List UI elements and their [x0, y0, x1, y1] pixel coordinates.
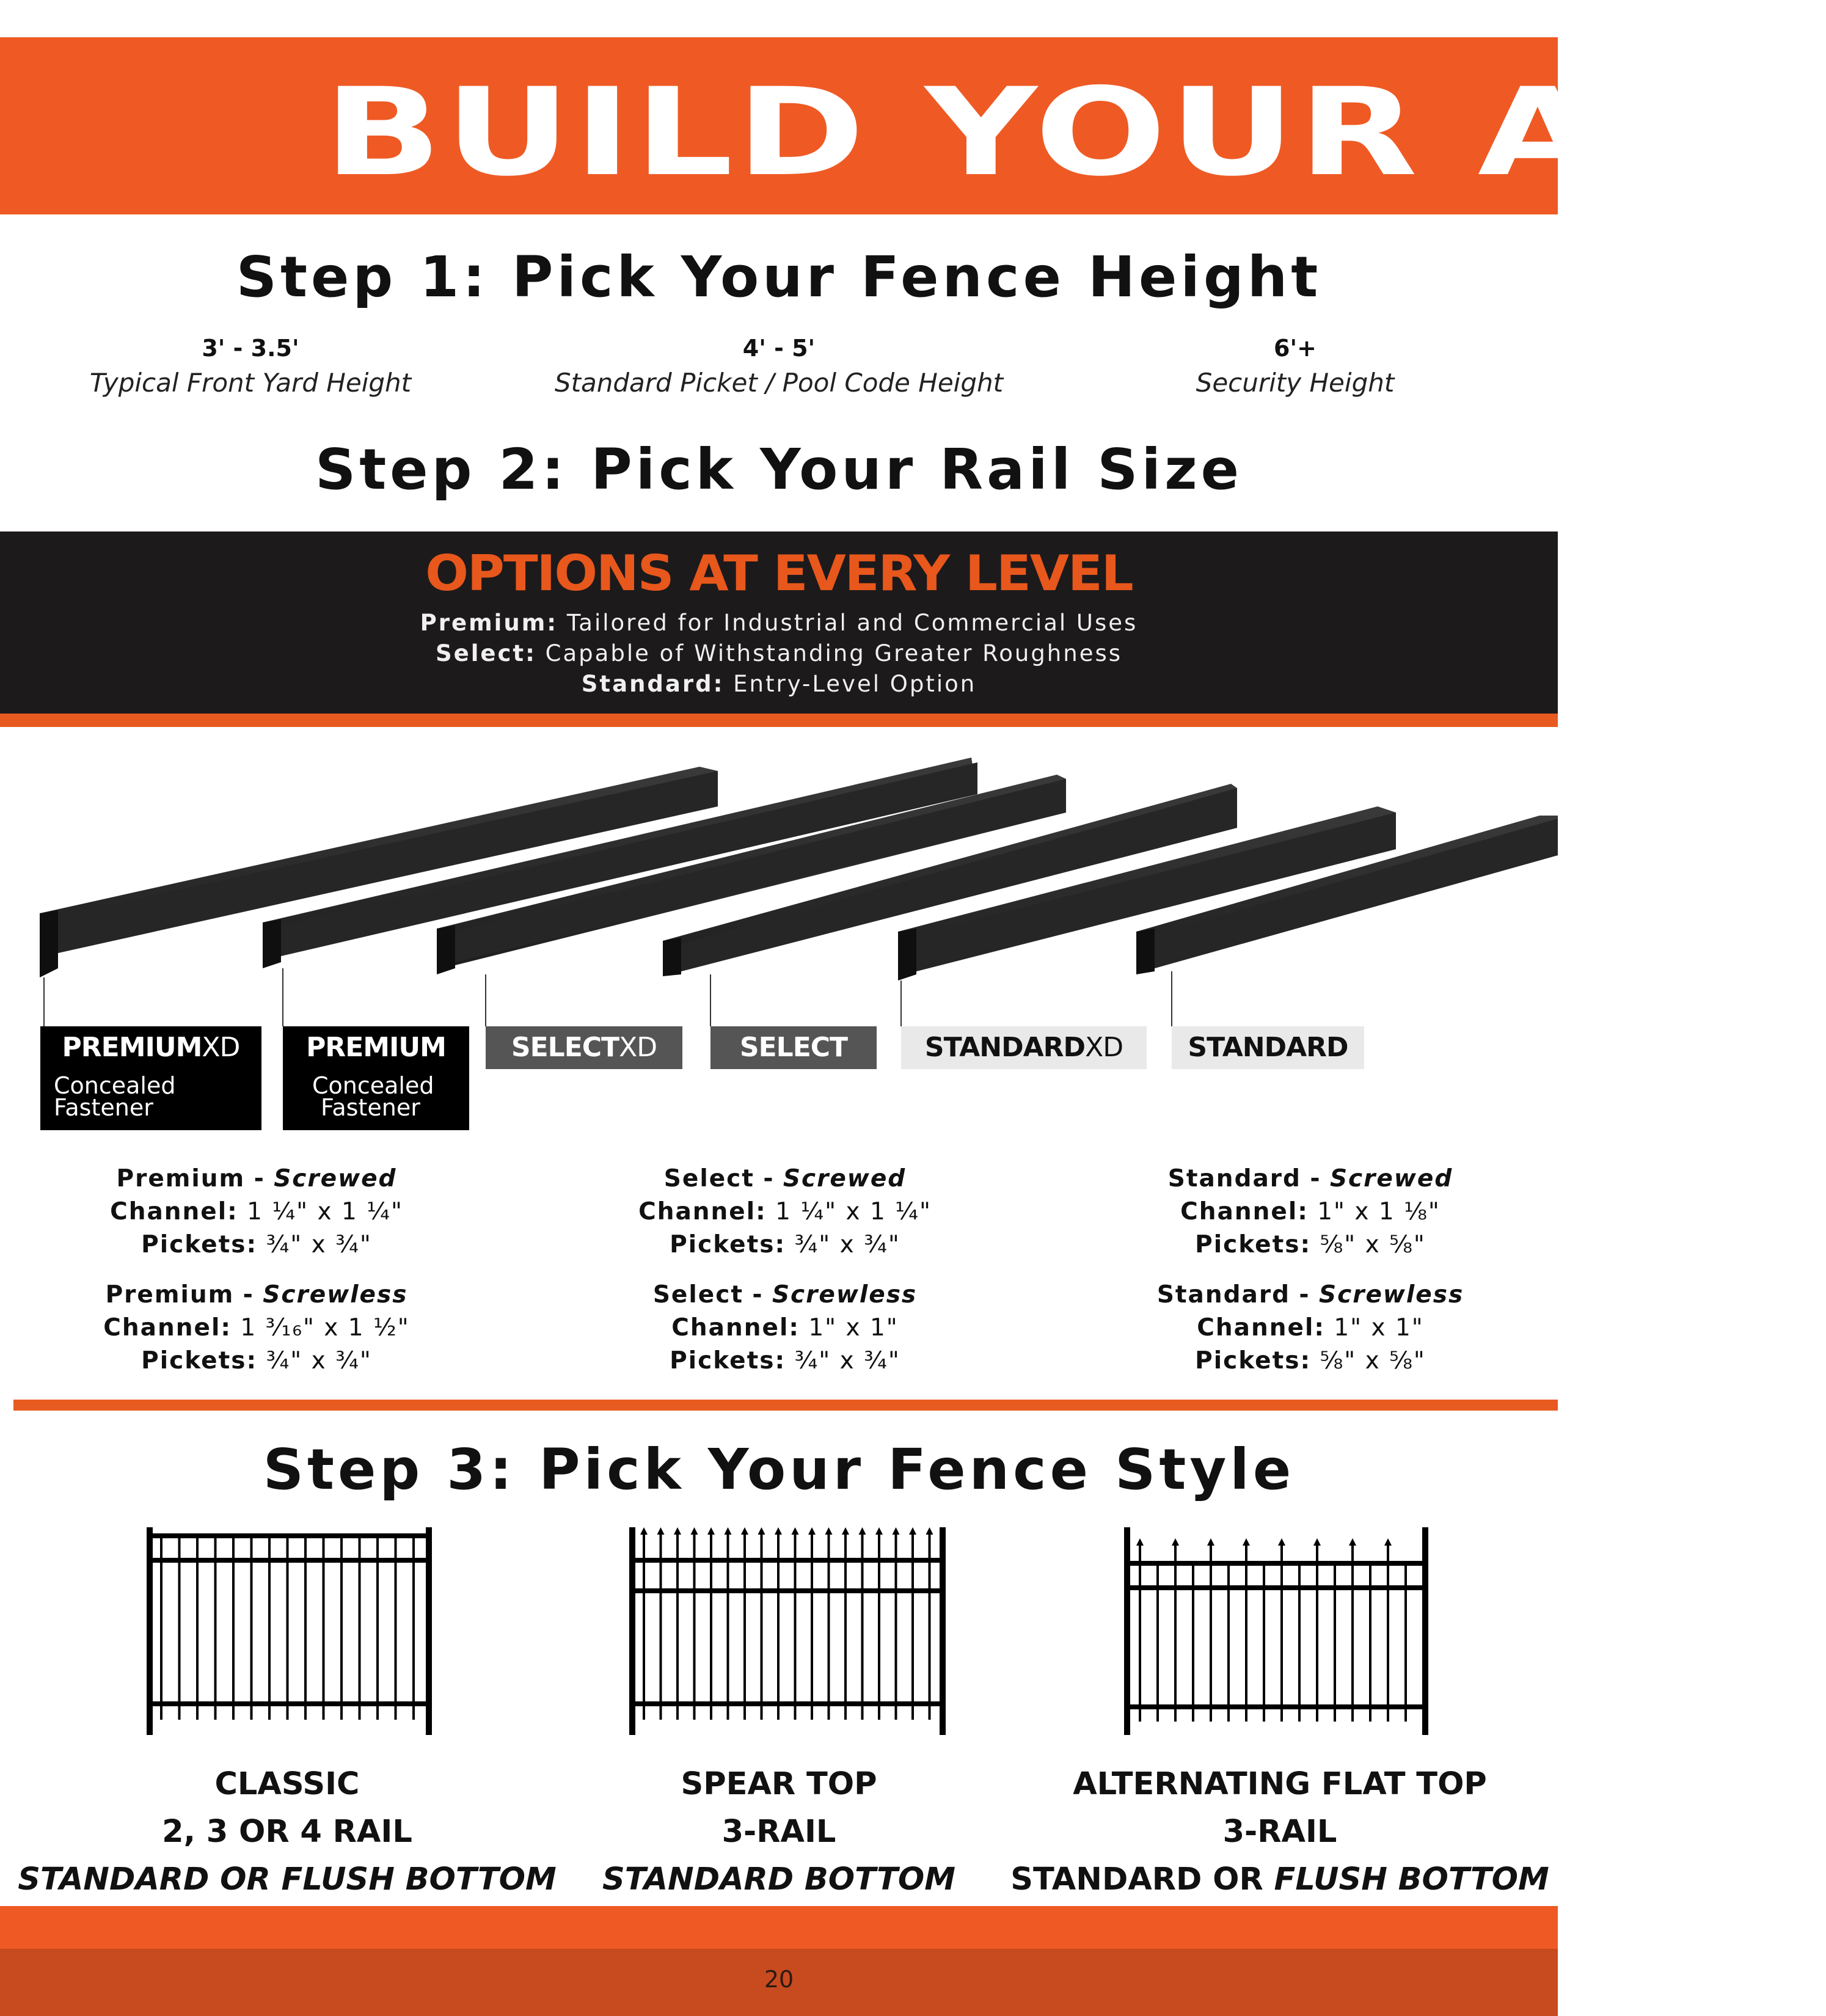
picket: [376, 1533, 379, 1720]
section-divider: [13, 1400, 1558, 1411]
picket: [1245, 1544, 1247, 1722]
label-suffix: XD: [1085, 1032, 1123, 1063]
picket: [693, 1533, 696, 1720]
spec-heading: Standard - Screwed: [1167, 1165, 1453, 1192]
spec-pickets: Pickets: ¾" x ¾": [670, 1347, 900, 1375]
picket: [268, 1533, 271, 1720]
label-sub: Fastener: [54, 1094, 153, 1121]
label-premium-sub-box: [283, 1069, 469, 1130]
style-bottom: STANDARD BOTTOM: [602, 1861, 955, 1897]
picket: [214, 1533, 217, 1720]
picket: [911, 1533, 914, 1720]
style-name: SPEAR TOP: [681, 1766, 877, 1802]
label-select: [710, 1026, 877, 1069]
height-option-3: [1063, 335, 1527, 398]
spec-standard: [1103, 1163, 1518, 1378]
picket: [660, 1533, 662, 1720]
height-desc: Standard Picket / Pool Code Height: [554, 368, 1004, 398]
option-premium: [0, 610, 1558, 636]
step2-title: Step 2: Pick Your Rail Size: [315, 437, 1243, 502]
spec-heading: Select - Screwless: [652, 1281, 918, 1309]
label-standard-xd: [901, 1026, 1147, 1069]
label-sub: Fastener: [321, 1094, 420, 1121]
picket: [861, 1533, 864, 1720]
style-classic: [12, 1761, 562, 1904]
label-select-xd: [486, 1026, 682, 1069]
style-rails: 3-RAIL: [1222, 1814, 1337, 1850]
spec-pickets: Pickets: ⅝" x ⅝": [1195, 1231, 1426, 1258]
height-value: 6'+: [1274, 335, 1317, 362]
title-banner: [0, 37, 1826, 214]
spear-tip: [640, 1527, 648, 1535]
picket: [1351, 1544, 1354, 1722]
picket: [1156, 1561, 1159, 1722]
label-premium-xd-sub-box: [40, 1069, 261, 1130]
label-standard: [1172, 1026, 1364, 1069]
option-text: Tailored for Industrial and Commercial Uses: [566, 610, 1138, 636]
height-desc: Security Height: [1196, 368, 1395, 398]
picket: [811, 1533, 813, 1720]
height-value: 4' - 5': [742, 335, 816, 362]
picket: [1404, 1561, 1407, 1722]
spear-tip: [808, 1527, 816, 1535]
picket: [676, 1533, 679, 1720]
spec-channel: Channel: 1 ¼" x 1 ¼": [638, 1198, 932, 1225]
banner-title: BUILD YOUR ALU: [324, 62, 1826, 203]
spear-tip: [657, 1527, 665, 1535]
option-standard: [0, 671, 1558, 697]
spear-tip: [691, 1527, 698, 1535]
style-name: ALTERNATING FLAT TOP: [1073, 1766, 1487, 1802]
picket: [1227, 1561, 1230, 1722]
label-main: PREMIUM: [306, 1032, 446, 1063]
spec-premium: [49, 1163, 464, 1378]
spec-channel: Channel: 1 ¼" x 1 ¼": [110, 1198, 403, 1225]
spear-tip: [909, 1527, 916, 1535]
picket: [844, 1533, 847, 1720]
style-bottom: STANDARD OR: [1010, 1861, 1274, 1897]
spear-tip: [859, 1527, 866, 1535]
height-desc: Typical Front Yard Height: [89, 368, 412, 398]
label-main: STANDARD: [924, 1032, 1086, 1063]
page-number: 20: [764, 1966, 794, 1993]
option-label: Premium:: [420, 610, 558, 636]
fence-alternating-flat-top-illustration: [1124, 1527, 1430, 1747]
picket: [232, 1533, 235, 1720]
option-text: Capable of Withstanding Greater Roughness: [545, 640, 1123, 667]
spear-tip: [674, 1527, 681, 1535]
label-main: PREMIUM: [62, 1032, 202, 1063]
options-band: [0, 531, 1558, 714]
label-main: SELECT: [511, 1032, 619, 1063]
spear-tip: [758, 1527, 765, 1535]
picket: [743, 1533, 746, 1720]
step1-title: Step 1: Pick Your Fence Height: [236, 244, 1322, 310]
option-select: [0, 640, 1558, 667]
height-option-2: [547, 335, 1011, 398]
picket: [1192, 1561, 1194, 1722]
spec-heading: Premium - Screwless: [105, 1281, 408, 1309]
label-sub: Concealed: [54, 1072, 176, 1099]
style-bottom-flush: FLUSH BOTTOM: [1274, 1861, 1549, 1897]
spear-tip: [875, 1527, 883, 1535]
picket: [359, 1533, 361, 1720]
spear-tip: [1207, 1538, 1214, 1546]
spec-pickets: Pickets: ¾" x ¾": [670, 1231, 900, 1258]
picket: [794, 1533, 797, 1720]
label-sub: Concealed: [312, 1072, 434, 1099]
height-option-1: [18, 335, 483, 398]
spear-tip: [1349, 1538, 1356, 1546]
picket: [727, 1533, 729, 1720]
spec-heading: Select - Screwed: [663, 1165, 907, 1192]
spear-tip: [1243, 1538, 1250, 1546]
picket: [160, 1533, 163, 1720]
picket: [323, 1533, 325, 1720]
label-leader-lines: [44, 968, 1172, 1026]
style-spear-top: [504, 1761, 1054, 1904]
option-label: Standard:: [581, 671, 725, 697]
picket: [1298, 1561, 1301, 1722]
height-value: 3' - 3.5': [202, 335, 299, 362]
picket: [643, 1533, 645, 1720]
spec-channel: Channel: 1" x 1 ⅛": [1180, 1198, 1441, 1225]
style-rails: 3-RAIL: [721, 1814, 836, 1850]
label-suffix: XD: [202, 1032, 240, 1063]
fence-classic-illustration: [147, 1527, 434, 1747]
spear-tip: [1172, 1538, 1179, 1546]
spear-tip: [775, 1527, 782, 1535]
picket: [761, 1533, 763, 1720]
spec-heading: Premium - Screwed: [116, 1165, 397, 1192]
style-alternating-flat-top: [1005, 1761, 1555, 1904]
spec-pickets: Pickets: ¾" x ¾": [141, 1347, 372, 1375]
picket: [1210, 1544, 1212, 1722]
step3-title: Step 3: Pick Your Fence Style: [263, 1437, 1295, 1502]
spec-channel: Channel: 1" x 1": [1197, 1314, 1424, 1342]
picket: [1263, 1561, 1265, 1722]
picket: [250, 1533, 253, 1720]
style-bottom: STANDARD OR FLUSH BOTTOM: [18, 1861, 557, 1897]
picket: [287, 1533, 289, 1720]
picket: [1280, 1544, 1283, 1722]
picket: [828, 1533, 830, 1720]
fence-spear-top-illustration: [629, 1527, 947, 1747]
spear-tip: [825, 1527, 833, 1535]
picket: [340, 1533, 343, 1720]
spear-tip: [1278, 1538, 1285, 1546]
picket: [1369, 1561, 1371, 1722]
option-text: Entry-Level Option: [733, 671, 977, 697]
spear-tip: [792, 1527, 799, 1535]
spear-tip: [893, 1527, 900, 1535]
picket: [412, 1533, 415, 1720]
label-main: STANDARD: [1188, 1032, 1348, 1063]
picket: [1174, 1544, 1177, 1722]
spec-heading: Standard - Screwless: [1156, 1281, 1464, 1309]
label-suffix: XD: [619, 1032, 657, 1063]
options-title: OPTIONS AT EVERY LEVEL: [425, 545, 1133, 602]
spear-tip: [707, 1527, 715, 1535]
options-stripe: [0, 714, 1558, 727]
option-label: Select:: [435, 640, 536, 667]
picket: [878, 1533, 880, 1720]
spear-tip: [1136, 1538, 1144, 1546]
picket: [1139, 1544, 1141, 1722]
picket: [178, 1533, 181, 1720]
spear-tip: [1313, 1538, 1321, 1546]
spear-tip: [1384, 1538, 1392, 1546]
style-rails: 2, 3 OR 4 RAIL: [162, 1814, 412, 1850]
picket: [710, 1533, 712, 1720]
label-main: SELECT: [739, 1032, 848, 1063]
spear-tip: [842, 1527, 849, 1535]
picket: [304, 1533, 307, 1720]
spec-channel: Channel: 1 ³⁄₁₆" x 1 ½": [103, 1314, 410, 1342]
spear-tip: [741, 1527, 748, 1535]
spear-tip: [926, 1527, 933, 1535]
spec-channel: Channel: 1" x 1": [671, 1314, 899, 1342]
label-premium: [283, 1026, 469, 1069]
spec-select: [577, 1163, 993, 1378]
picket: [1334, 1561, 1336, 1722]
label-premium-xd: [40, 1026, 261, 1069]
picket: [777, 1533, 780, 1720]
style-name: CLASSIC: [214, 1766, 360, 1802]
picket: [395, 1533, 397, 1720]
picket: [1387, 1544, 1389, 1722]
footer-band: [0, 1906, 1558, 1949]
picket: [1316, 1544, 1318, 1722]
spec-pickets: Pickets: ¾" x ¾": [141, 1231, 372, 1258]
picket: [929, 1533, 931, 1720]
picket: [895, 1533, 897, 1720]
picket: [196, 1533, 199, 1720]
spec-pickets: Pickets: ⅝" x ⅝": [1195, 1347, 1426, 1375]
spear-tip: [725, 1527, 732, 1535]
